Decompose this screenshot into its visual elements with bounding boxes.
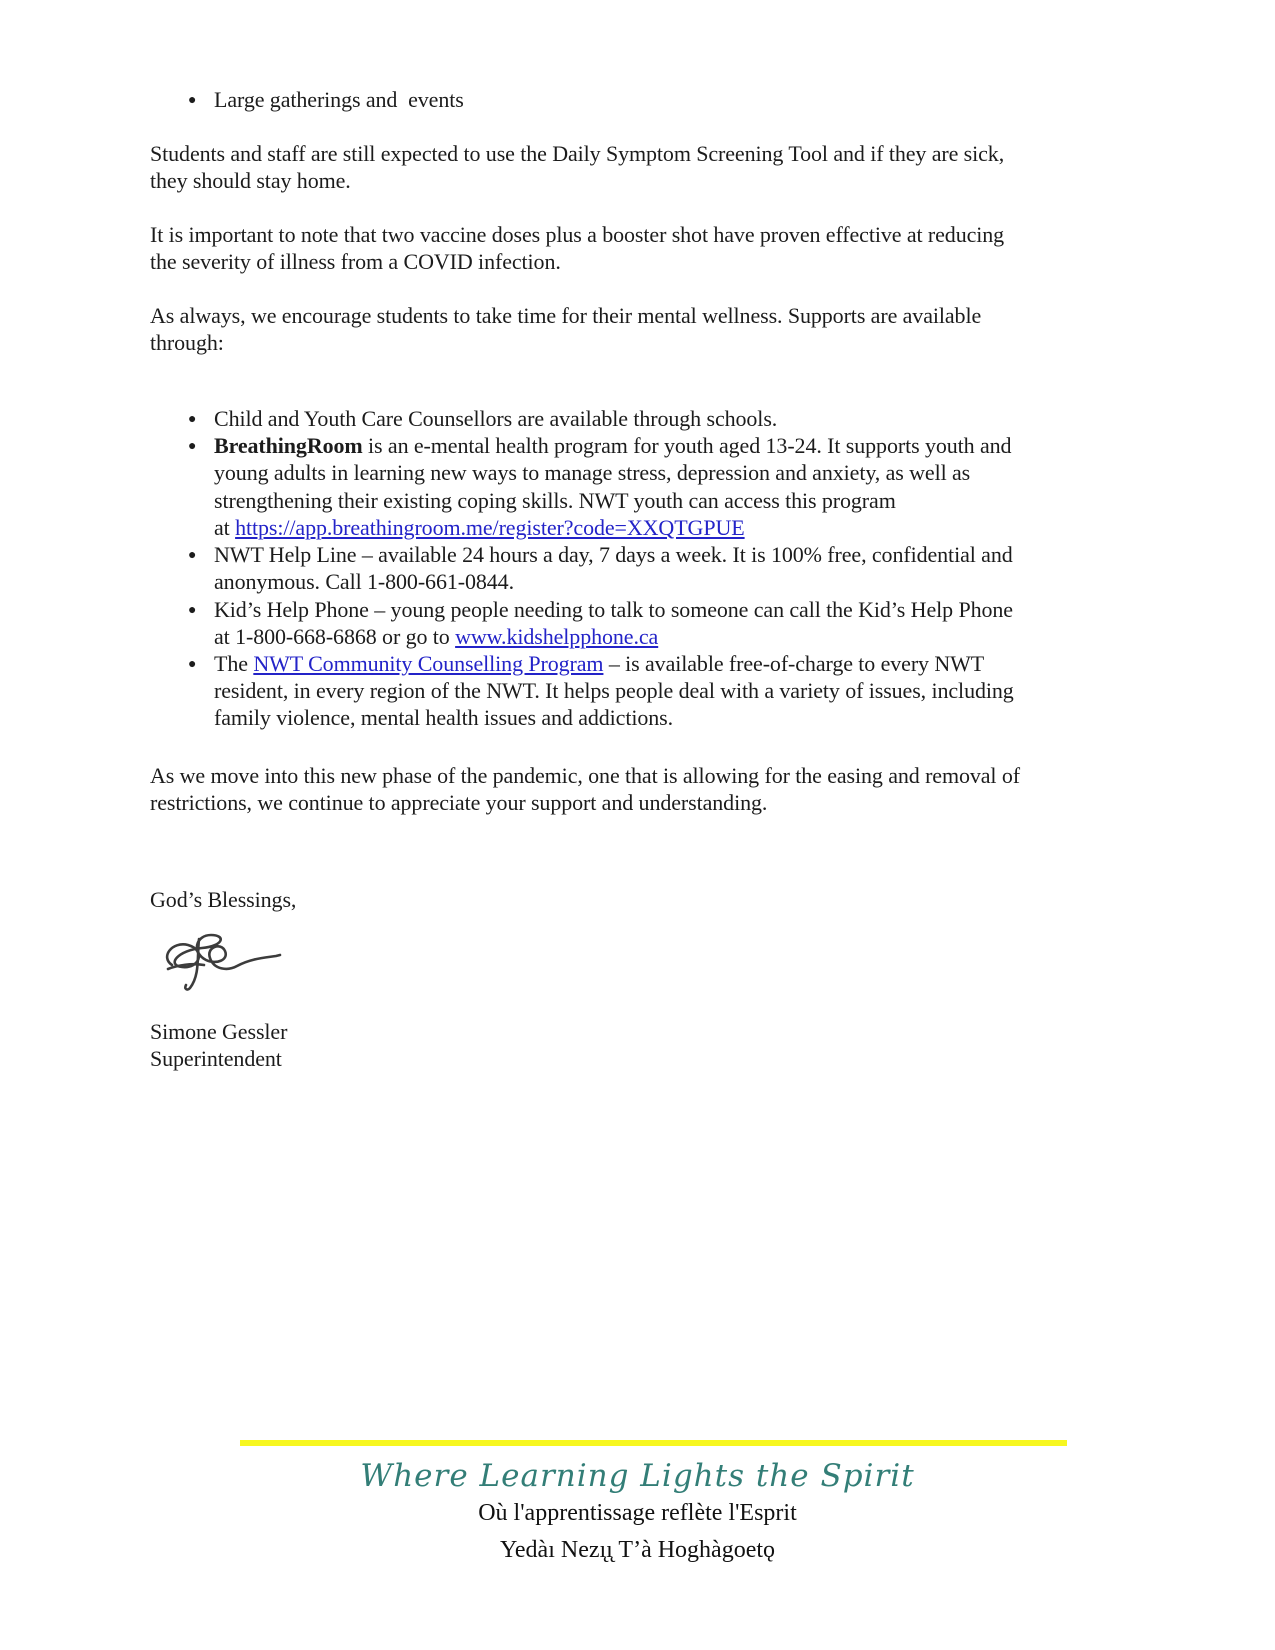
- text-segment: As we move into this new phase of the pandemic, one that is allowing for the easing and removal of: [150, 763, 1020, 788]
- text-segment: The: [214, 651, 254, 676]
- text-segment: at 1-800-668-6868 or go to: [214, 624, 456, 649]
- text-segment: NWT Help Line – available 24 hours a day, 7 days a week. It is 100% free, confidential and: [214, 542, 1013, 567]
- breathingroom-link[interactable]: https://app.breathingroom.me/register?code=XXQTGPUE: [235, 515, 745, 540]
- text-line: [150, 302, 981, 329]
- text-line: [150, 789, 767, 816]
- text-segment: – is available free-of-charge to every NWT: [603, 651, 985, 676]
- signature-scribble-icon: [158, 925, 290, 993]
- text-segment: resident, in every region of the NWT. It helps people deal with a variety of issues, including: [214, 678, 1014, 703]
- text-line: [214, 568, 514, 595]
- text-line: [188, 86, 464, 113]
- valediction: [150, 886, 296, 913]
- text-line: [150, 140, 1004, 167]
- text-line: [214, 623, 658, 650]
- bullet-icon: ●: [188, 412, 197, 427]
- text-line: [214, 514, 745, 541]
- text-line: [150, 762, 1020, 789]
- community-counselling-program-link[interactable]: NWT Community Counselling Program: [253, 651, 604, 676]
- text-line: [188, 405, 778, 432]
- signer-title: [150, 1045, 282, 1072]
- text-segment: BreathingRoom: [214, 433, 363, 458]
- text-segment: is an e-mental health program for youth aged 13-24. It supports youth and: [362, 433, 1012, 458]
- text-segment: young adults in learning new ways to manage stress, depression and anxiety, as well as: [214, 460, 971, 485]
- text-line: [214, 704, 673, 731]
- text-segment: the severity of illness from a COVID infection.: [150, 249, 561, 274]
- text-line: [188, 432, 1012, 459]
- text-line: [188, 650, 985, 677]
- text-line: [214, 677, 1014, 704]
- text-segment: restrictions, we continue to appreciate your support and understanding.: [150, 790, 768, 815]
- text-line: [188, 541, 1013, 568]
- text-segment: Simone Gessler: [150, 1019, 288, 1044]
- text-segment: strengthening their existing coping skills. NWT youth can access this program: [214, 488, 896, 513]
- handwritten-signature: [158, 925, 290, 993]
- text-segment: Child and Youth Care Counsellors are available through schools.: [214, 406, 778, 431]
- kidshelpphone-link[interactable]: www.kidshelpphone.ca: [455, 624, 659, 649]
- text-segment: It is important to note that two vaccine doses plus a booster shot have proven effective at reducing: [150, 222, 1005, 247]
- text-segment: anonymous. Call 1-800-661-0844.: [214, 569, 514, 594]
- text-segment: at: [214, 515, 236, 540]
- text-segment: Superintendent: [150, 1046, 282, 1071]
- bullet-icon: ●: [188, 548, 197, 563]
- text-line: [150, 248, 561, 275]
- text-segment: Students and staff are still expected to use the Daily Symptom Screening Tool and if they are sick,: [150, 141, 1005, 166]
- bullet-icon: ●: [188, 93, 197, 108]
- text-line: [150, 167, 351, 194]
- text-line: [150, 221, 1004, 248]
- motto-french: Où l'apprentissage reflète l'Esprit: [478, 1500, 797, 1526]
- motto-english: Where Learning Lights the Spirit: [360, 1458, 915, 1494]
- text-line: [214, 459, 970, 486]
- text-line: [214, 487, 896, 514]
- footer-divider: [240, 1440, 1067, 1446]
- text-segment: through:: [150, 330, 224, 355]
- bullet-icon: ●: [188, 657, 197, 672]
- text-segment: As always, we encourage students to take time for their mental wellness. Supports are available: [150, 303, 982, 328]
- text-segment: Large gatherings and events: [214, 87, 464, 112]
- text-segment: Kid’s Help Phone – young people needing to talk to someone can call the Kid’s Help Phone: [214, 597, 1013, 622]
- text-segment: they should stay home.: [150, 168, 351, 193]
- motto-dene: Yedàı Nezı̨ı̨ T’à Hoghàgoetǫ: [499, 1537, 776, 1563]
- signer-name: [150, 1018, 287, 1045]
- text-segment: family violence, mental health issues and addictions.: [214, 705, 674, 730]
- footer-motto-block: [0, 1456, 1275, 1570]
- text-line: [188, 596, 1013, 623]
- bullet-icon: ●: [188, 439, 197, 454]
- text-line: [150, 329, 224, 356]
- bullet-icon: ●: [188, 603, 197, 618]
- text-segment: God’s Blessings,: [150, 887, 297, 912]
